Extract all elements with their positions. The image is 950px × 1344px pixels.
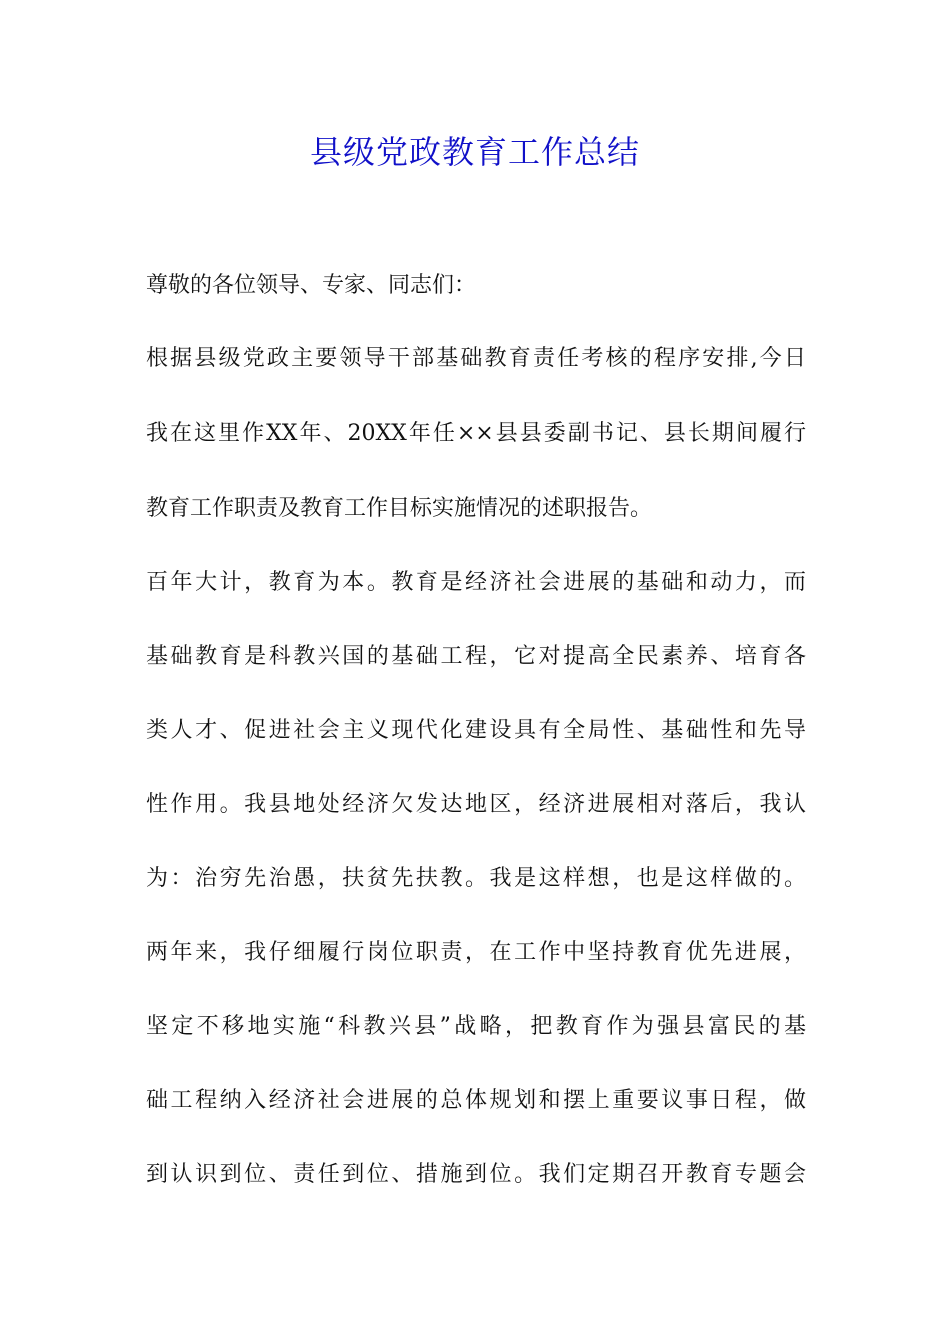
salutation-line: 尊敬的各位领导、专家、同志们： [146,273,477,298]
body-line: 类人才、促进社会主义现代化建设具有全局性、基础性和先导 [146,718,806,743]
body-line: 础工程纳入经济社会进展的总体规划和摆上重要议事日程，做 [146,1088,806,1113]
body-line: 为：治穷先治愚，扶贫先扶教。我是这样想，也是这样做的。 [146,866,806,891]
body-line: 教育工作职责及教育工作目标实施情况的述职报告。 [146,496,653,521]
body-line: 性作用。我县地处经济欠发达地区，经济进展相对落后，我认 [146,792,806,817]
body-line: 百年大计，教育为本。教育是经济社会进展的基础和动力，而 [146,570,806,595]
body-line: 基础教育是科教兴国的基础工程，它对提高全民素养、培育各 [146,644,806,669]
body-line: 根据县级党政主要领导干部基础教育责任考核的程序安排,今日 [146,346,806,371]
body-line: 两年来，我仔细履行岗位职责，在工作中坚持教育优先进展， [146,940,806,965]
body-line: 坚定不移地实施“科教兴县”战略，把教育作为强县富民的基 [146,1014,806,1039]
body-line: 我在这里作XX年、20XX年任××县县委副书记、县长期间履行 [146,421,806,446]
body-line: 到认识到位、责任到位、措施到位。我们定期召开教育专题会 [146,1162,806,1187]
document-title: 县级党政教育工作总结 [309,133,640,171]
